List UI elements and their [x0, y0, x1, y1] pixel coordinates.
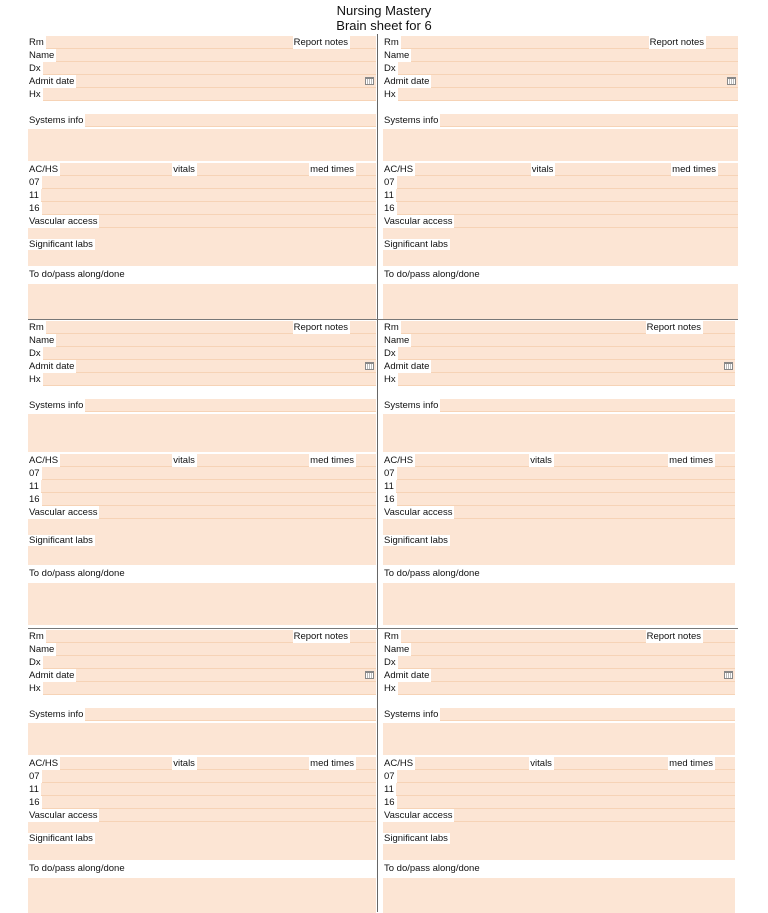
- patient-block-4: [383, 321, 735, 625]
- label-hx: Hx: [29, 683, 41, 694]
- label-report_notes: Report notes: [293, 37, 348, 48]
- calendar-icon[interactable]: [365, 77, 374, 85]
- label-ac_hs: AC/HS: [29, 455, 59, 467]
- significant-labs-area[interactable]: [383, 228, 738, 266]
- row-divider: [28, 319, 738, 320]
- name-field[interactable]: [56, 49, 376, 62]
- vascular-access-field[interactable]: [454, 215, 738, 228]
- label-ac_hs: AC/HS: [29, 163, 59, 175]
- label-t07: 07: [384, 176, 395, 188]
- name-field[interactable]: [411, 334, 735, 347]
- page-title: Nursing Mastery: [336, 3, 432, 18]
- label-t16: 16: [384, 202, 395, 214]
- vascular-access-field[interactable]: [454, 506, 735, 519]
- label-name: Name: [384, 644, 410, 655]
- label-admit_date: Admit date: [29, 76, 75, 87]
- label-dx: Dx: [29, 348, 41, 359]
- time-11-field[interactable]: [41, 783, 376, 796]
- label-med_times: med times: [310, 757, 354, 769]
- label-systems_info: Systems info: [29, 400, 84, 411]
- label-todo: To do/pass along/done: [384, 269, 480, 280]
- label-systems_info: Systems info: [29, 115, 84, 126]
- vitals-field[interactable]: [555, 163, 671, 176]
- report-notes-field[interactable]: [703, 630, 735, 643]
- calendar-icon[interactable]: [365, 671, 374, 679]
- ac-hs-field[interactable]: [415, 163, 531, 176]
- ac-hs-field[interactable]: [415, 454, 529, 467]
- rm-field[interactable]: [46, 321, 293, 334]
- rm-row: [383, 36, 738, 49]
- label-t11: 11: [29, 783, 39, 795]
- ac-hs-field[interactable]: [60, 163, 172, 176]
- time-11-field[interactable]: [396, 189, 738, 202]
- label-significant_labs: Significant labs: [29, 534, 93, 546]
- label-t16: 16: [384, 494, 395, 506]
- admit-date-field[interactable]: [431, 360, 735, 373]
- time-07-field[interactable]: [42, 176, 376, 189]
- time-16-field[interactable]: [42, 202, 376, 215]
- time-07-field[interactable]: [397, 176, 738, 189]
- label-vitals: vitals: [531, 163, 554, 175]
- todo-area[interactable]: [28, 878, 376, 913]
- systems-info-field[interactable]: [85, 114, 376, 127]
- med-times-field[interactable]: [718, 163, 738, 176]
- time-07-field[interactable]: [42, 467, 376, 480]
- hx-field[interactable]: [398, 682, 735, 695]
- time-16-field[interactable]: [397, 202, 738, 215]
- vitals-field[interactable]: [554, 757, 668, 770]
- todo-area[interactable]: [383, 583, 735, 625]
- name-field[interactable]: [56, 643, 376, 656]
- admit-date-field[interactable]: [431, 75, 738, 88]
- systems-info-field[interactable]: [85, 399, 376, 412]
- label-t07: 07: [29, 176, 40, 188]
- systems-info-field[interactable]: [85, 708, 376, 721]
- med-times-field[interactable]: [356, 454, 376, 467]
- label-ac_hs: AC/HS: [384, 757, 414, 769]
- label-dx: Dx: [384, 657, 396, 668]
- admit-date-field[interactable]: [431, 669, 735, 682]
- med-times-field[interactable]: [715, 757, 735, 770]
- label-med_times: med times: [310, 455, 354, 467]
- calendar-icon[interactable]: [724, 671, 733, 679]
- hx-field[interactable]: [43, 682, 376, 695]
- todo-area[interactable]: [383, 284, 738, 319]
- time-07-field[interactable]: [42, 770, 376, 783]
- systems-info-field[interactable]: [440, 114, 738, 127]
- label-vascular_access: Vascular access: [29, 809, 98, 821]
- dx-field[interactable]: [398, 62, 738, 75]
- label-todo: To do/pass along/done: [384, 863, 480, 874]
- time-16-field[interactable]: [397, 796, 735, 809]
- label-significant_labs: Significant labs: [384, 239, 448, 251]
- label-report_notes: Report notes: [649, 37, 704, 48]
- dx-field[interactable]: [43, 62, 376, 75]
- label-dx: Dx: [29, 63, 41, 74]
- systems-info-area[interactable]: [28, 129, 376, 161]
- label-name: Name: [384, 50, 410, 61]
- systems-info-area[interactable]: [383, 723, 735, 755]
- report-notes-field[interactable]: [350, 630, 376, 643]
- admit-date-field[interactable]: [76, 669, 376, 682]
- label-ac_hs: AC/HS: [29, 757, 59, 769]
- admit-date-field[interactable]: [76, 360, 376, 373]
- label-todo: To do/pass along/done: [384, 568, 480, 579]
- row-divider: [28, 628, 738, 629]
- patient-block-6: [383, 630, 735, 913]
- label-significant_labs: Significant labs: [384, 833, 448, 845]
- label-t16: 16: [29, 796, 40, 808]
- significant-labs-area[interactable]: [28, 228, 376, 266]
- rm-field[interactable]: [401, 630, 646, 643]
- label-dx: Dx: [384, 348, 396, 359]
- label-med_times: med times: [669, 757, 713, 769]
- label-vascular_access: Vascular access: [29, 507, 98, 519]
- label-t11: 11: [384, 189, 394, 201]
- vascular-access-field[interactable]: [454, 809, 735, 822]
- ac-hs-field[interactable]: [60, 454, 172, 467]
- label-significant_labs: Significant labs: [384, 534, 448, 546]
- patient-block-5: [28, 630, 376, 913]
- vascular-access-field[interactable]: [99, 215, 376, 228]
- label-vascular_access: Vascular access: [384, 215, 453, 227]
- label-admit_date: Admit date: [384, 361, 430, 372]
- time-11-field[interactable]: [396, 480, 735, 493]
- label-name: Name: [29, 335, 55, 346]
- label-rm: Rm: [384, 322, 399, 333]
- label-rm: Rm: [29, 322, 44, 333]
- label-admit_date: Admit date: [29, 361, 75, 372]
- page-subtitle: Brain sheet for 6: [336, 18, 432, 33]
- label-hx: Hx: [384, 683, 396, 694]
- calendar-icon[interactable]: [365, 362, 374, 370]
- label-ac_hs: AC/HS: [384, 455, 414, 467]
- patient-block-1: [28, 36, 376, 319]
- label-name: Name: [29, 50, 55, 61]
- label-hx: Hx: [29, 89, 41, 100]
- label-t11: 11: [29, 481, 39, 493]
- label-name: Name: [29, 644, 55, 655]
- name-field[interactable]: [56, 334, 376, 347]
- med-times-field[interactable]: [356, 163, 376, 176]
- label-vascular_access: Vascular access: [29, 215, 98, 227]
- label-report_notes: Report notes: [293, 631, 348, 642]
- label-med_times: med times: [310, 163, 354, 175]
- label-ac_hs: AC/HS: [384, 163, 414, 175]
- systems-info-area[interactable]: [383, 414, 735, 452]
- time-07-field[interactable]: [397, 467, 735, 480]
- label-t07: 07: [29, 468, 40, 480]
- label-systems_info: Systems info: [384, 115, 439, 126]
- label-report_notes: Report notes: [646, 631, 701, 642]
- label-t11: 11: [384, 783, 394, 795]
- label-hx: Hx: [384, 374, 396, 385]
- med-times-field[interactable]: [356, 757, 376, 770]
- label-vascular_access: Vascular access: [384, 507, 453, 519]
- label-significant_labs: Significant labs: [29, 239, 93, 251]
- significant-labs-area[interactable]: [383, 519, 735, 565]
- med-times-field[interactable]: [715, 454, 735, 467]
- label-t16: 16: [384, 796, 395, 808]
- systems-info-field[interactable]: [440, 708, 735, 721]
- calendar-icon[interactable]: [724, 362, 733, 370]
- label-vitals: vitals: [173, 757, 195, 769]
- hx-field[interactable]: [43, 88, 376, 101]
- vitals-field[interactable]: [197, 757, 309, 770]
- label-todo: To do/pass along/done: [29, 269, 125, 280]
- todo-area[interactable]: [28, 583, 376, 625]
- column-divider: [377, 34, 378, 912]
- significant-labs-area[interactable]: [383, 822, 735, 860]
- systems-info-area[interactable]: [383, 129, 738, 161]
- label-vitals: vitals: [530, 455, 552, 467]
- patient-block-2: [383, 36, 738, 319]
- significant-labs-area[interactable]: [28, 822, 376, 860]
- vascular-access-field[interactable]: [99, 506, 376, 519]
- label-dx: Dx: [29, 657, 41, 668]
- vitals-field[interactable]: [197, 454, 309, 467]
- rm-row: [28, 321, 376, 334]
- dx-field[interactable]: [43, 347, 376, 360]
- hx-field[interactable]: [398, 373, 735, 386]
- name-field[interactable]: [411, 643, 735, 656]
- label-admit_date: Admit date: [384, 670, 430, 681]
- calendar-icon[interactable]: [727, 77, 736, 85]
- rm-field[interactable]: [46, 630, 293, 643]
- label-med_times: med times: [669, 455, 713, 467]
- label-t11: 11: [29, 189, 39, 201]
- label-t11: 11: [384, 481, 394, 493]
- label-vascular_access: Vascular access: [384, 809, 453, 821]
- label-admit_date: Admit date: [384, 76, 430, 87]
- label-rm: Rm: [29, 631, 44, 642]
- rm-row: [28, 630, 376, 643]
- rm-field[interactable]: [401, 36, 649, 49]
- label-hx: Hx: [29, 374, 41, 385]
- label-vitals: vitals: [173, 163, 195, 175]
- hx-field[interactable]: [398, 88, 738, 101]
- vascular-access-field[interactable]: [99, 809, 376, 822]
- label-t07: 07: [384, 770, 395, 782]
- ac-hs-field[interactable]: [415, 757, 529, 770]
- report-notes-field[interactable]: [350, 321, 376, 334]
- label-vitals: vitals: [173, 455, 195, 467]
- label-report_notes: Report notes: [646, 322, 701, 333]
- name-field[interactable]: [411, 49, 738, 62]
- label-t16: 16: [29, 494, 40, 506]
- dx-field[interactable]: [43, 656, 376, 669]
- label-med_times: med times: [672, 163, 716, 175]
- label-todo: To do/pass along/done: [29, 863, 125, 874]
- label-dx: Dx: [384, 63, 396, 74]
- ac-hs-field[interactable]: [60, 757, 172, 770]
- label-rm: Rm: [384, 631, 399, 642]
- dx-field[interactable]: [398, 656, 735, 669]
- todo-area[interactable]: [28, 284, 376, 319]
- time-16-field[interactable]: [42, 493, 376, 506]
- time-07-field[interactable]: [397, 770, 735, 783]
- rm-field[interactable]: [401, 321, 646, 334]
- dx-field[interactable]: [398, 347, 735, 360]
- time-11-field[interactable]: [396, 783, 735, 796]
- label-admit_date: Admit date: [29, 670, 75, 681]
- label-significant_labs: Significant labs: [29, 833, 93, 845]
- label-t16: 16: [29, 202, 40, 214]
- label-systems_info: Systems info: [384, 709, 439, 720]
- systems-info-area[interactable]: [28, 723, 376, 755]
- todo-area[interactable]: [383, 878, 735, 913]
- time-11-field[interactable]: [41, 480, 376, 493]
- label-systems_info: Systems info: [29, 709, 84, 720]
- label-report_notes: Report notes: [293, 322, 348, 333]
- rm-row: [28, 36, 376, 49]
- label-t07: 07: [29, 770, 40, 782]
- hx-field[interactable]: [43, 373, 376, 386]
- report-notes-field[interactable]: [350, 36, 376, 49]
- systems-info-area[interactable]: [28, 414, 376, 452]
- vitals-field[interactable]: [197, 163, 309, 176]
- label-name: Name: [384, 335, 410, 346]
- time-11-field[interactable]: [41, 189, 376, 202]
- label-rm: Rm: [29, 37, 44, 48]
- rm-field[interactable]: [46, 36, 293, 49]
- time-16-field[interactable]: [397, 493, 735, 506]
- label-hx: Hx: [384, 89, 396, 100]
- rm-row: [383, 321, 735, 334]
- systems-info-field[interactable]: [440, 399, 735, 412]
- time-16-field[interactable]: [42, 796, 376, 809]
- label-rm: Rm: [384, 37, 399, 48]
- label-todo: To do/pass along/done: [29, 568, 125, 579]
- label-t07: 07: [384, 468, 395, 480]
- report-notes-field[interactable]: [703, 321, 735, 334]
- admit-date-field[interactable]: [76, 75, 376, 88]
- label-systems_info: Systems info: [384, 400, 439, 411]
- rm-row: [383, 630, 735, 643]
- vitals-field[interactable]: [554, 454, 668, 467]
- significant-labs-area[interactable]: [28, 519, 376, 565]
- label-vitals: vitals: [530, 757, 552, 769]
- report-notes-field[interactable]: [706, 36, 738, 49]
- patient-block-3: [28, 321, 376, 625]
